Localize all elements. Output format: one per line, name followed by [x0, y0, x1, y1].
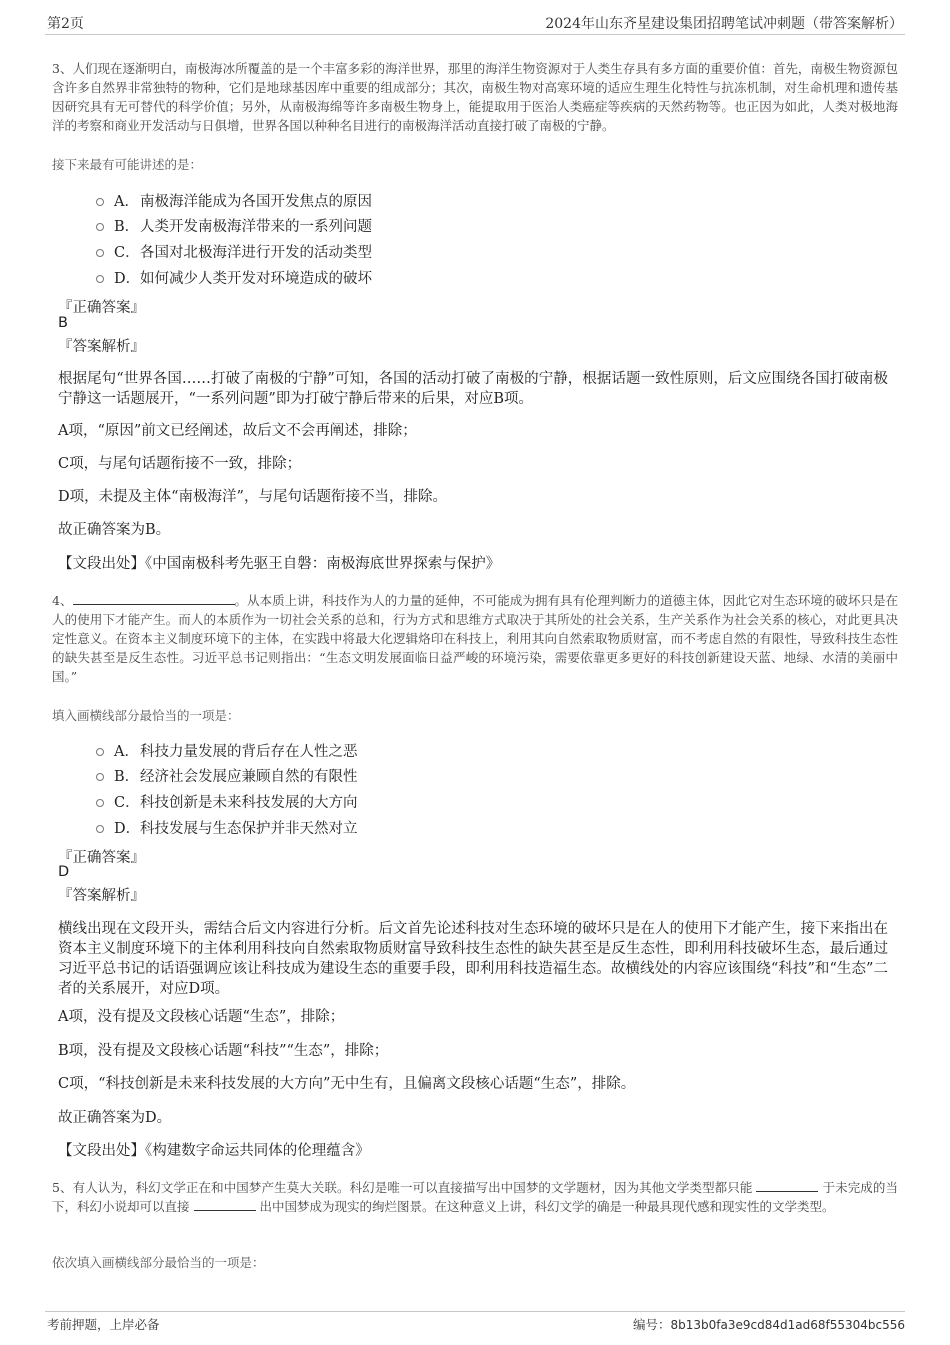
- option-letter: B．: [114, 769, 140, 785]
- question-4-passage: [52, 591, 898, 686]
- question-number: 4、: [52, 593, 73, 608]
- question-3-prompt: 接下来最有可能讲述的是：: [52, 157, 203, 172]
- option-text: 科技力量发展的背后存在人性之恶: [140, 744, 358, 760]
- radio-icon[interactable]: [96, 275, 104, 283]
- q4-option-b[interactable]: [96, 765, 358, 786]
- question-4-prompt: 填入画横线部分最恰当的一项是：: [52, 708, 240, 723]
- document-code: [633, 1315, 905, 1333]
- correct-answer-label: 『正确答案』: [58, 300, 145, 316]
- option-letter: C．: [114, 245, 140, 261]
- analysis-paragraph: B项，没有提及文段核心话题“科技”“生态”，排除；: [58, 1043, 389, 1059]
- option-letter: A．: [114, 744, 139, 760]
- q3-option-a[interactable]: [96, 190, 372, 211]
- q4-option-a[interactable]: [96, 740, 358, 761]
- analysis-paragraph: A项，没有提及文段核心话题“生态”，排除；: [58, 1009, 345, 1025]
- document-title: 2024年山东齐星建设集团招聘笔试冲刺题（带答案解析）: [545, 16, 903, 32]
- radio-icon[interactable]: [96, 773, 104, 781]
- option-letter: D．: [114, 271, 141, 287]
- option-text: 南极海洋能成为各国开发焦点的原因: [140, 194, 372, 210]
- correct-answer-label: 『正确答案』: [58, 850, 145, 866]
- fill-blank: [73, 594, 235, 605]
- analysis-paragraph: A项，“原因”前文已经阐述，故后文不会再阐述，排除；: [58, 423, 417, 439]
- radio-icon[interactable]: [96, 223, 104, 231]
- question-3-passage: 3、人们现在逐渐明白，南极海冰所覆盖的是一个丰富多彩的海洋世界，那里的海洋生物资源对于人类生存具有多方面的重要价值：首先，南极生物资源包含许多自然界非常独特的物种，它们是地球基因库中重要的组成部分；其次，南极生物对高寒环境的适应生理生化特性与抗冻机制，对生命机理和遗传基因研究具有无可替代的科学价值；另外，从南极海绵等许多南极生物身上，能提取用于医治人类癌症等疾病的天然药物等。也正因为如此，人类对极地海洋的考察和商业开发活动与日俱增，世界各国以种种名目进行的南极海洋活动直接打破了南极的宁静。: [52, 61, 898, 133]
- radio-icon[interactable]: [96, 748, 104, 756]
- option-letter: B．: [114, 219, 140, 235]
- header-divider: [45, 34, 905, 35]
- q4-option-d[interactable]: [96, 817, 358, 838]
- footer-slogan: 考前押题，上岸必备: [47, 1317, 160, 1332]
- correct-answer-value: D: [58, 864, 70, 880]
- option-letter: A．: [114, 194, 139, 210]
- analysis-paragraph: 根据尾句“世界各国……打破了南极的宁静”可知，各国的活动打破了南极的宁静，根据话题一致性原则，后文应围绕各国打破南极宁静这一话题展开，“一系列问题”即为打破宁静后带来的后果，对应B项。: [58, 371, 888, 407]
- analysis-conclusion: 故正确答案为D。: [58, 1110, 172, 1126]
- page-number: 第2页: [47, 16, 84, 32]
- passage-source: 【文段出处】《构建数字命运共同体的伦理蕴含》: [58, 1143, 370, 1159]
- radio-icon[interactable]: [96, 249, 104, 257]
- option-text: 经济社会发展应兼顾自然的有限性: [140, 769, 358, 785]
- passage-body: 。从本质上讲，科技作为人的力量的延伸，不可能成为拥有具有伦理判断力的道德主体，因此它对生态环境的破坏只是在人的使用下才能产生。而人的本质作为一切社会关系的总和，行为方式和思维方式取决于其所处的社会关系，生产关系作为社会关系的核心，对此更具决定性意义。在资本主义制度环境下的主体，在实践中将最大化逻辑烙印在科技上，利用其向自然索取物质财富，而不考虑自然的有限性，导致科技生态性的缺失甚至是反生态性。习近平总书记则指出：“生态文明发展面临日益严峻的环境污染，需要依靠更多更好的科技创新建设天蓝、地绿、水清的美丽中国。”: [52, 593, 898, 684]
- passage-source: 【文段出处】《中国南极科考先驱王自磐：南极海底世界探索与保护》: [58, 556, 501, 572]
- passage-part: 于未完成的当下，科幻小说却可以直接: [52, 1180, 898, 1214]
- analysis-paragraph: C项，“科技创新是未来科技发展的大方向”无中生有，且偏离文段核心话题“生态”，排除。: [58, 1076, 636, 1092]
- option-text: 各国对北极海洋进行开发的活动类型: [140, 245, 372, 261]
- option-text: 科技发展与生态保护并非天然对立: [140, 821, 358, 837]
- radio-icon[interactable]: [96, 799, 104, 807]
- answer-analysis-label: 『答案解析』: [58, 888, 145, 904]
- answer-analysis-label: 『答案解析』: [58, 339, 145, 355]
- q3-option-d[interactable]: [96, 267, 372, 288]
- document-code-value: 8b13b0fa3e9cd84d1ad68f55304bc556: [670, 1318, 905, 1332]
- analysis-paragraph: C项，与尾句话题衔接不一致，排除；: [58, 456, 302, 472]
- option-text: 科技创新是未来科技发展的大方向: [140, 795, 358, 811]
- q3-option-c[interactable]: [96, 241, 372, 262]
- radio-icon[interactable]: [96, 198, 104, 206]
- radio-icon[interactable]: [96, 825, 104, 833]
- analysis-conclusion: 故正确答案为B。: [58, 522, 171, 538]
- fill-blank: [756, 1181, 818, 1192]
- passage-part: 出中国梦成为现实的绚烂图景。在这种意义上讲，科幻文学的确是一种最具现代感和现实性的文学类型。: [259, 1199, 835, 1214]
- option-letter: D．: [114, 821, 141, 837]
- q3-option-b[interactable]: [96, 215, 372, 236]
- q4-option-c[interactable]: [96, 791, 358, 812]
- question-5-passage: [52, 1178, 898, 1216]
- option-text: 如何减少人类开发对环境造成的破坏: [140, 271, 372, 287]
- option-text: 人类开发南极海洋带来的一系列问题: [140, 219, 372, 235]
- question-5-prompt: 依次填入画横线部分最恰当的一项是：: [52, 1255, 265, 1270]
- analysis-paragraph: D项，未提及主体“南极海洋”，与尾句话题衔接不当，排除。: [58, 489, 447, 505]
- option-letter: C．: [114, 795, 140, 811]
- passage-part: 5、有人认为，科幻文学正在和中国梦产生莫大关联。科幻是唯一可以直接描写出中国梦的文学题材，因为其他文学类型都只能: [52, 1180, 753, 1195]
- correct-answer-value: B: [58, 315, 68, 331]
- analysis-paragraph: 横线出现在文段开头，需结合后文内容进行分析。后文首先论述科技对生态环境的破坏只是在人的使用下才能产生，接下来指出在资本主义制度环境下的主体利用科技向自然索取物质财富导致科技生态性的缺失甚至是反生态性，即利用科技破坏生态，最后通过习近平总书记的话语强调应该让科技成为建设生态的重要手段，即利用科技造福生态。故横线处的内容应该围绕“科技”和“生态”二者的关系展开，对应D项。: [58, 921, 888, 997]
- document-code-label: 编号：: [632, 1317, 671, 1332]
- footer-divider: [45, 1311, 905, 1312]
- fill-blank: [194, 1200, 256, 1211]
